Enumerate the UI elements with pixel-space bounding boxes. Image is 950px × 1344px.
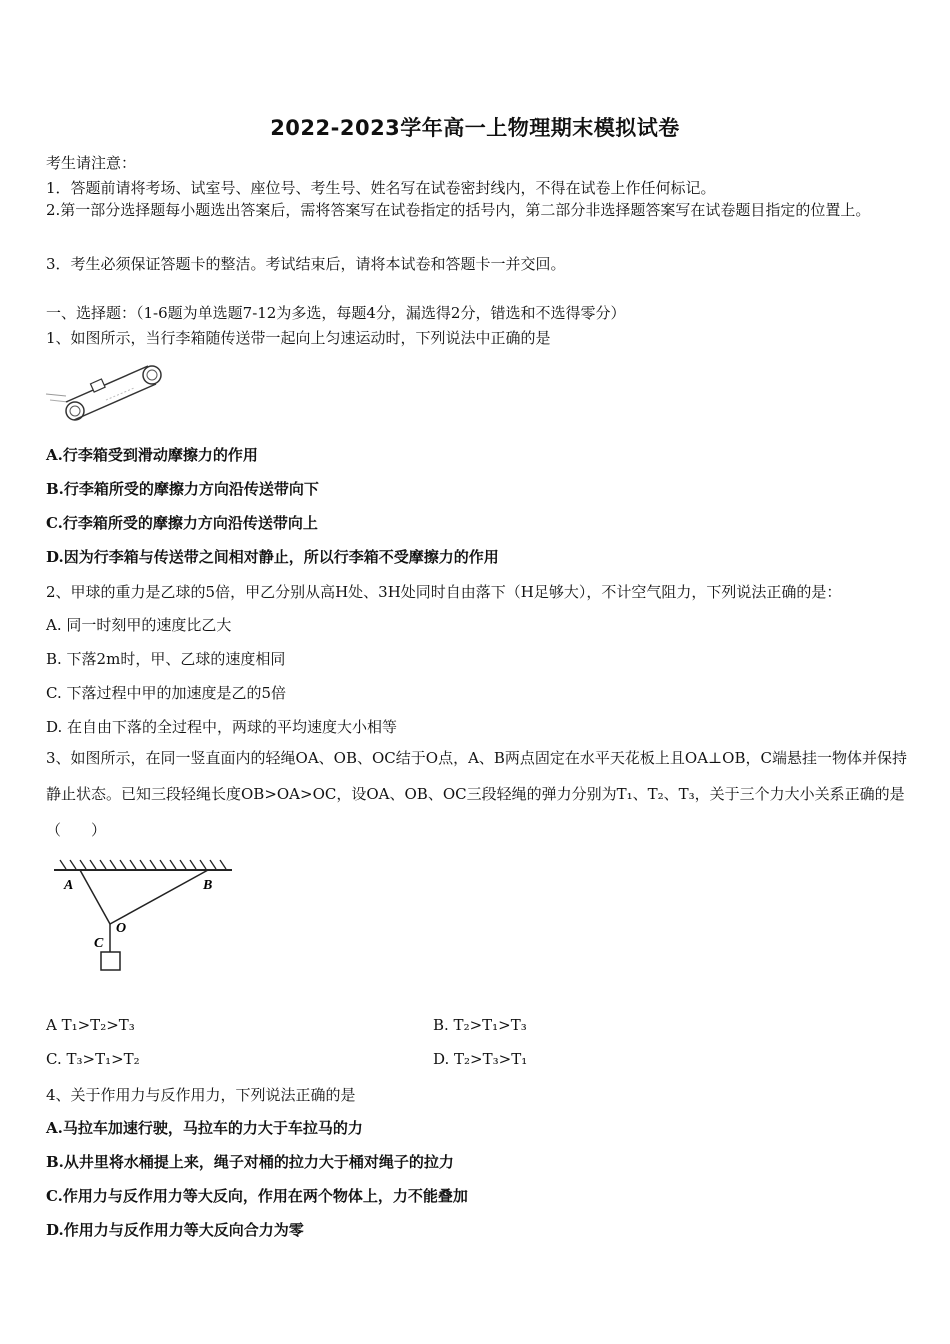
- question-1-option: D.因为行李箱与传送带之间相对静止，所以行李箱不受摩擦力的作用: [46, 548, 499, 566]
- rope-tension-figure: [50, 858, 240, 978]
- question-4-option: B.从井里将水桶提上来，绳子对桶的拉力大于桶对绳子的拉力: [46, 1153, 454, 1171]
- question-2-stem: 2、甲球的重力是乙球的5倍，甲乙分别从高H处、3H处同时自由落下（H足够大），不计空气阻力，下列说法正确的是：: [46, 583, 842, 601]
- question-3-stem: 3、如图所示，在同一竖直面内的轻绳OA、OB、OC结于O点，A、B两点固定在水平天花板上且OA⊥OB，C端悬挂一物体并保持静止状态。已知三段轻绳长度OB>OA>OC，设OA、OB、OC三段轻绳的弹力分别为T₁、T₂、T₃，关于三个力大小关系正确的是（ ）: [46, 749, 907, 839]
- notice-item: 1．答题前请将考场、试室号、座位号、考生号、姓名写在试卷密封线内，不得在试卷上作任何标记。: [46, 179, 716, 197]
- point-label-a: A: [64, 878, 74, 893]
- question-4-option: D.作用力与反作用力等大反向合力为零: [46, 1221, 304, 1239]
- question-1-option: B.行李箱所受的摩擦力方向沿传送带向下: [46, 480, 319, 498]
- question-4-stem: 4、关于作用力与反作用力，下列说法正确的是: [46, 1086, 356, 1104]
- question-1-option: C.行李箱所受的摩擦力方向沿传送带向上: [46, 514, 318, 532]
- question-3-option: C. T₃>T₁>T₂: [46, 1050, 140, 1068]
- section-heading: 一、选择题：（1-6题为单选题7-12为多选，每题4分，漏选得2分，错选和不选得零分）: [46, 304, 626, 322]
- question-3-option: D. T₂>T₃>T₁: [433, 1050, 528, 1068]
- page-title: 2022-2023学年高一上物理期末模拟试卷: [270, 116, 680, 140]
- point-label-o: O: [116, 921, 127, 936]
- question-2-option: C. 下落过程中甲的加速度是乙的5倍: [46, 684, 287, 702]
- question-2-option: A. 同一时刻甲的速度比乙大: [46, 616, 232, 634]
- question-1-stem: 1、如图所示，当行李箱随传送带一起向上匀速运动时，下列说法中正确的是: [46, 329, 551, 347]
- question-1-option: A.行李箱受到滑动摩擦力的作用: [46, 446, 258, 464]
- conveyor-belt-figure: [44, 360, 168, 426]
- question-2-option: D. 在自由下落的全过程中，两球的平均速度大小相等: [46, 718, 398, 736]
- point-label-c: C: [94, 936, 104, 951]
- notice-item: 3．考生必须保证答题卡的整洁。考试结束后，请将本试卷和答题卡一并交回。: [46, 255, 566, 273]
- question-2-option: B. 下落2m时，甲、乙球的速度相同: [46, 650, 286, 668]
- notice-heading: 考生请注意：: [46, 154, 137, 172]
- notice-item: 2.第一部分选择题每小题选出答案后，需将答案写在试卷指定的括号内，第二部分非选择题答案写在试卷题目指定的位置上。: [46, 201, 871, 219]
- question-4-option: A.马拉车加速行驶，马拉车的力大于车拉马的力: [46, 1119, 363, 1137]
- question-3-option: B. T₂>T₁>T₃: [433, 1016, 527, 1034]
- question-3-option: A T₁>T₂>T₃: [46, 1016, 135, 1034]
- question-4-option: C.作用力与反作用力等大反向，作用在两个物体上，力不能叠加: [46, 1187, 468, 1205]
- point-label-b: B: [203, 878, 213, 893]
